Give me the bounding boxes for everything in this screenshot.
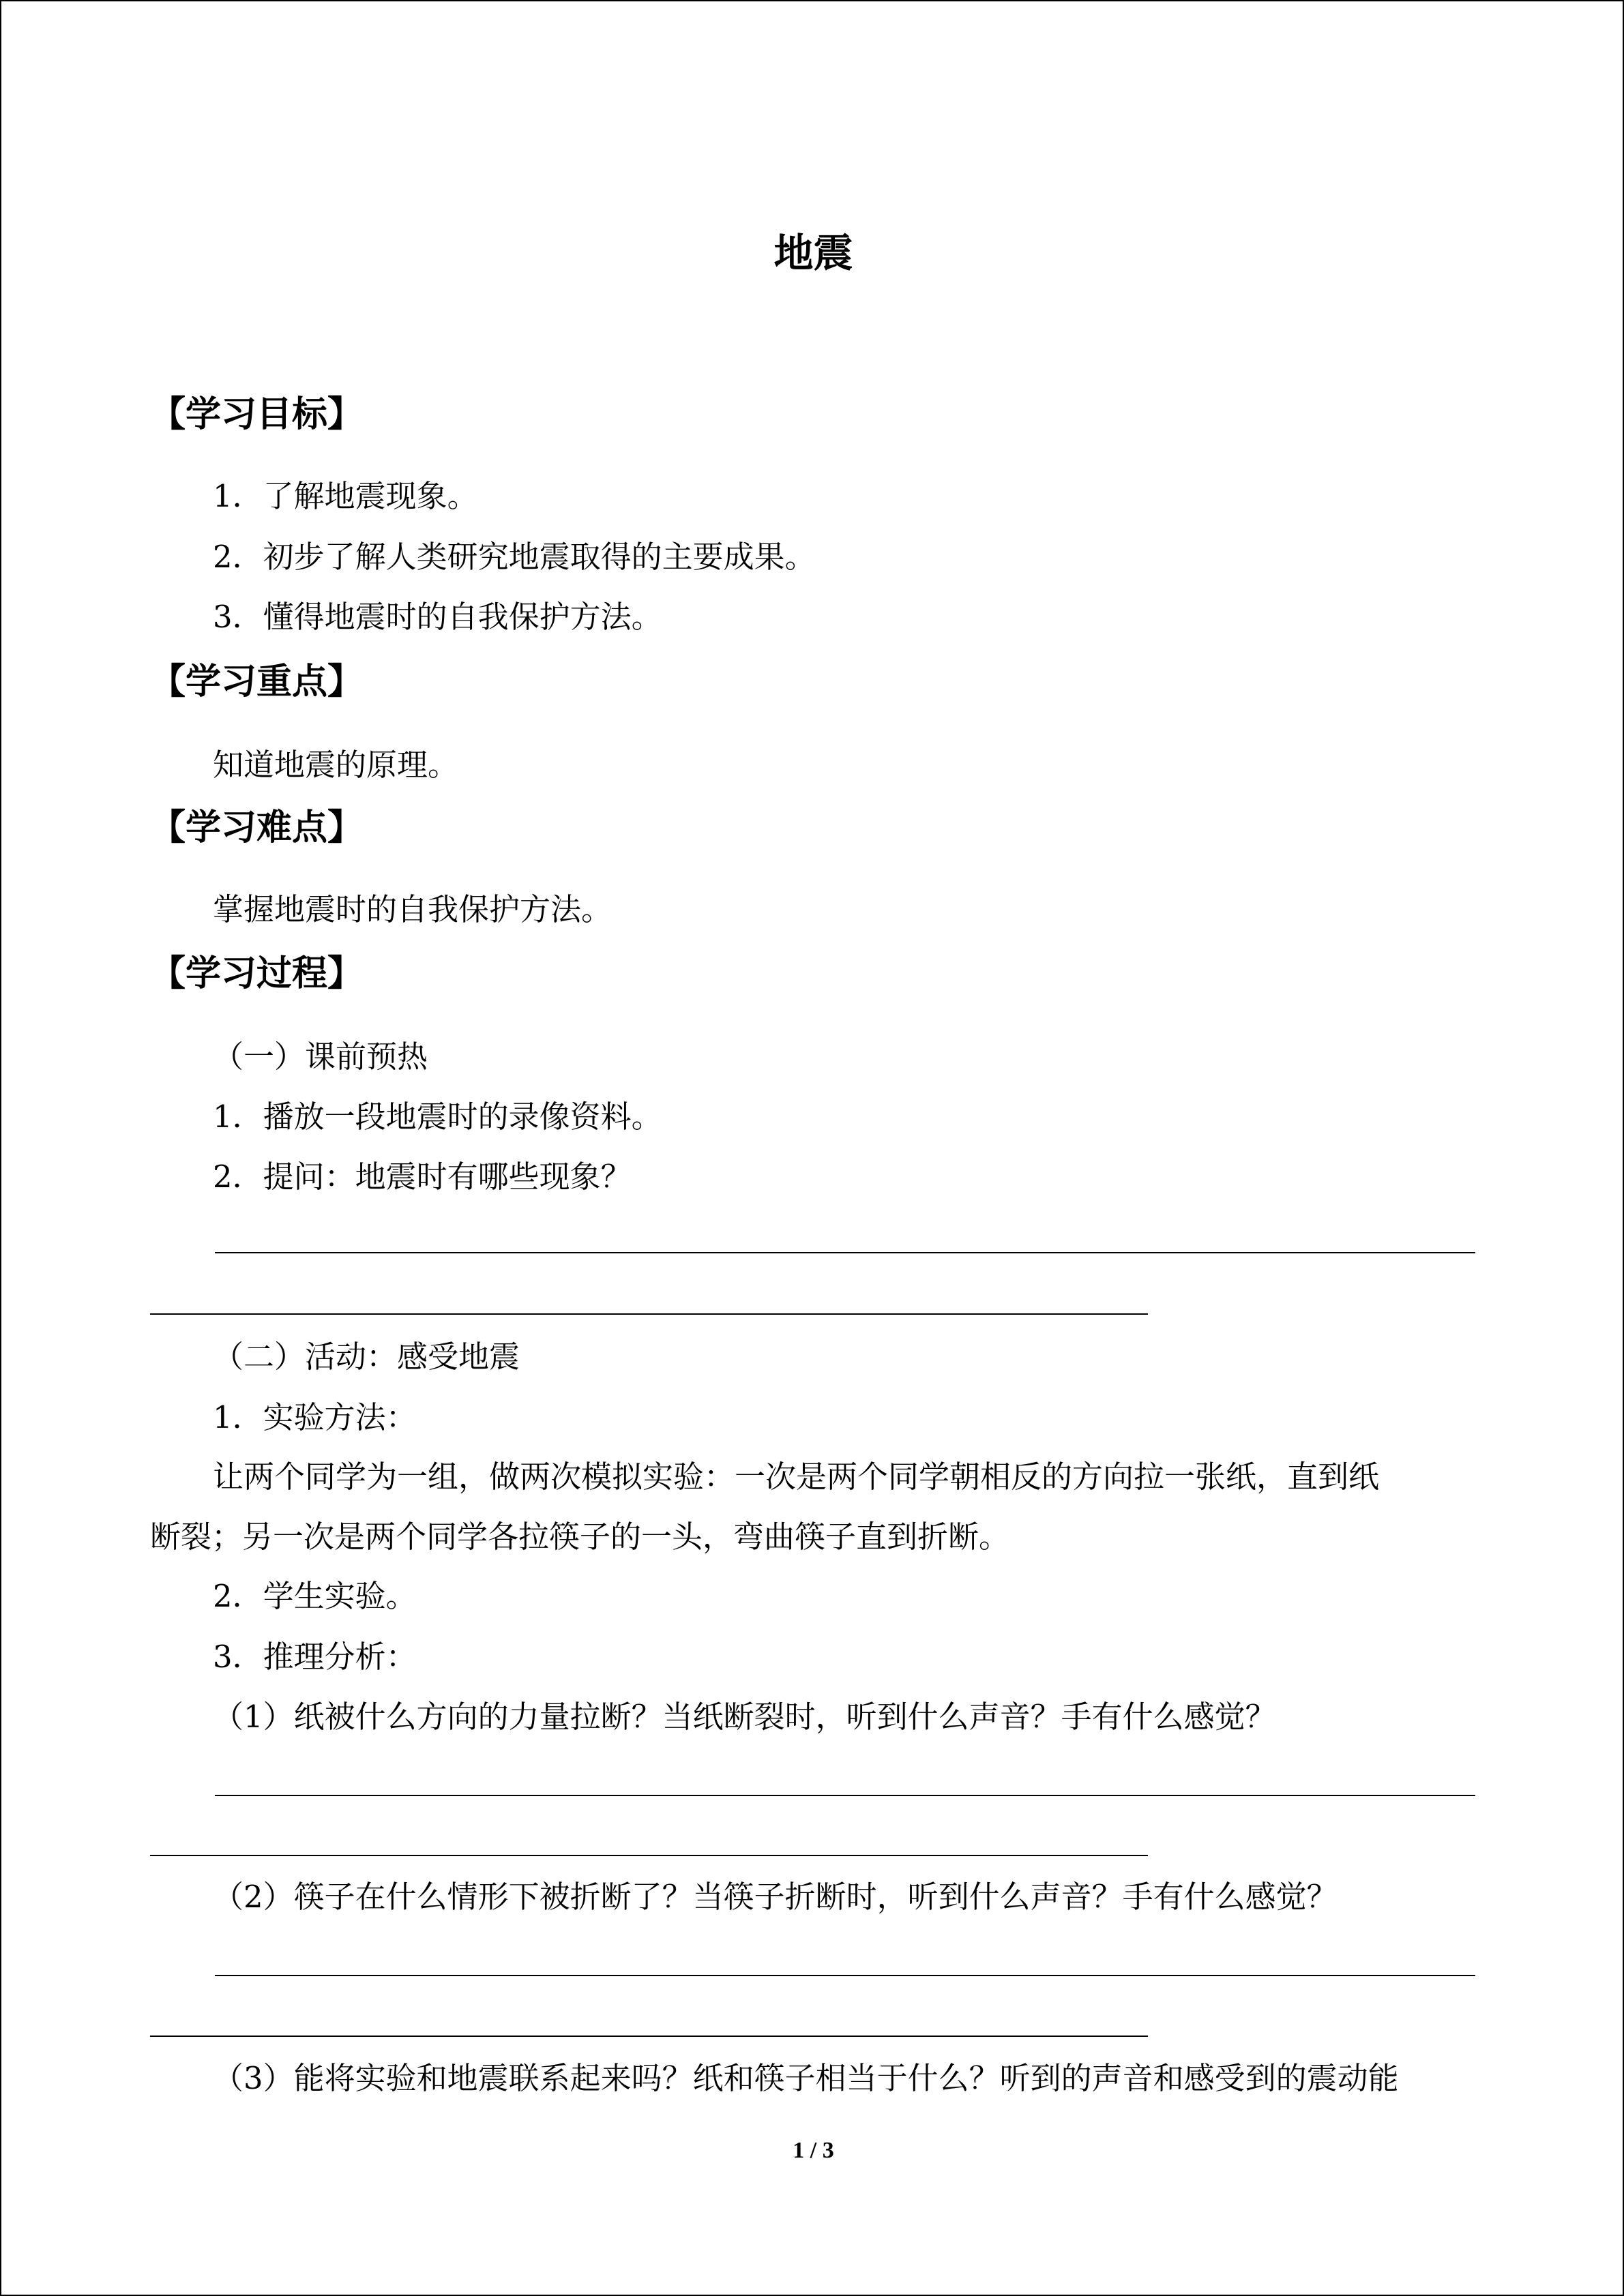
answer-line — [215, 1795, 1475, 1796]
part2-title: （二）活动：感受地震 — [213, 1339, 520, 1375]
key-point-text: 知道地震的原理。 — [213, 747, 459, 783]
page-title: 地震 — [773, 230, 853, 276]
answer-line — [150, 1855, 1148, 1856]
method-line-1: 让两个同学为一组，做两次模拟实验：一次是两个同学朝相反的方向拉一张纸，直到纸 — [213, 1459, 1380, 1495]
question-2: （2）筷子在什么情形下被折断了？当筷子折断时，听到什么声音？手有什么感觉？ — [213, 1879, 1338, 1915]
section-heading-process: 【学习过程】 — [150, 953, 364, 994]
part1-title: （一）课前预热 — [213, 1039, 428, 1075]
section-heading-goals: 【学习目标】 — [150, 394, 364, 435]
question-1: （1）纸被什么方向的力量拉断？当纸断裂时，听到什么声音？手有什么感觉？ — [213, 1699, 1276, 1735]
goal-item-1: 1．了解地震现象。 — [213, 478, 478, 514]
difficulty-text: 掌握地震时的自我保护方法。 — [213, 891, 612, 927]
answer-line — [215, 1975, 1475, 1976]
method-title: 1．实验方法： — [213, 1399, 417, 1435]
goal-item-2: 2．初步了解人类研究地震取得的主要成果。 — [213, 539, 816, 575]
answer-line — [215, 1252, 1475, 1253]
section-heading-key-point: 【学习重点】 — [150, 661, 364, 702]
page-number: 1 / 3 — [793, 2138, 834, 2163]
section-heading-difficulty: 【学习难点】 — [150, 807, 364, 848]
method-line-2: 断裂；另一次是两个同学各拉筷子的一头，弯曲筷子直到折断。 — [150, 1519, 1010, 1555]
part1-item-2: 2．提问：地震时有哪些现象？ — [213, 1159, 632, 1195]
answer-line — [150, 1313, 1148, 1315]
question-3: （3）能将实验和地震联系起来吗？纸和筷子相当于什么？听到的声音和感受到的震动能 — [213, 2060, 1399, 2096]
part1-item-1: 1．播放一段地震时的录像资料。 — [213, 1099, 662, 1135]
step-3: 3．推理分析： — [213, 1639, 417, 1675]
step-2: 2．学生实验。 — [213, 1578, 417, 1614]
answer-line — [150, 2036, 1148, 2037]
goal-item-3: 3．懂得地震时的自我保护方法。 — [213, 599, 662, 635]
